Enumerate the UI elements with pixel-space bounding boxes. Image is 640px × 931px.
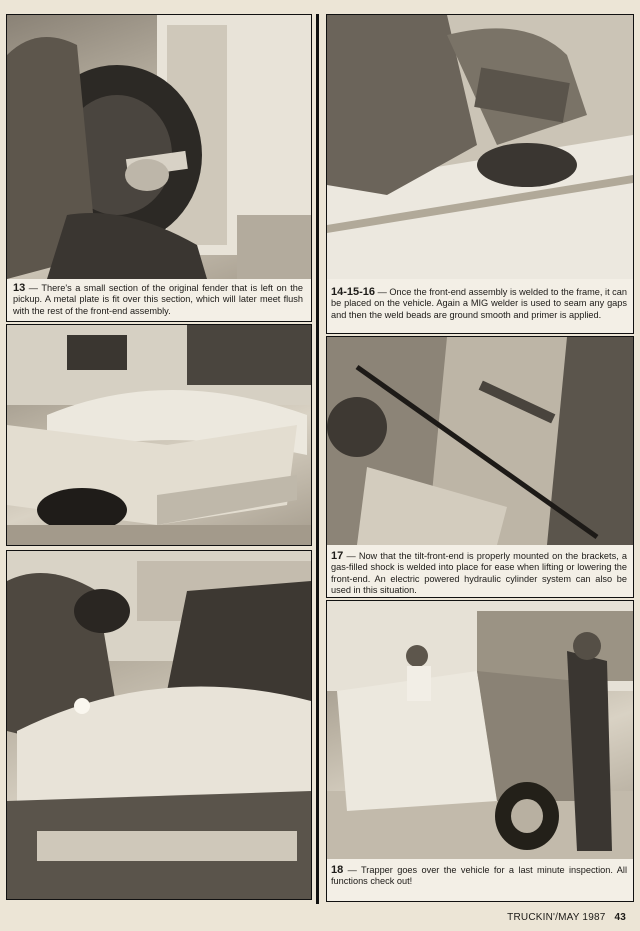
photo-gas-shock (327, 337, 633, 545)
page-number: 43 (614, 912, 626, 923)
photo-13-illustration (7, 15, 311, 279)
photo-13-frame (6, 14, 312, 322)
caption-18 (331, 865, 627, 888)
caption-dash: — (28, 283, 38, 293)
caption-18-number: 18 (331, 864, 344, 876)
photo-13 (7, 15, 311, 279)
photo-left-3-illustration (7, 551, 311, 899)
caption-dash: — (347, 865, 357, 875)
caption-13-text: There's a small section of the original fender that is left on the pickup. A metal plate is fit over this section, which will later meet flush with the rest of the front-end assembly. (13, 283, 304, 316)
photo-14-illustration (327, 15, 633, 279)
photo-front-end-lowered (7, 325, 311, 545)
photo-final-inspection (327, 601, 633, 859)
caption-14-number: 14-15-16 (331, 286, 376, 298)
caption-dash: — (346, 551, 356, 561)
photo-17-frame (326, 336, 634, 598)
caption-18-text: Trapper goes over the vehicle for a last minute inspection. All functions check out! (331, 865, 627, 887)
caption-17-number: 17 (331, 550, 344, 562)
caption-17-text: Now that the tilt-front-end is properly mounted on the brackets, a gas-filled shock is welded into place for ease when lifting or lowering the front-end. An electric powered hydraulic cylinder system can also be used in this situation. (331, 551, 628, 596)
caption-13 (13, 283, 303, 317)
photo-left-2-illustration (7, 325, 311, 545)
photo-14-15-16-frame (326, 14, 634, 334)
photo-17-illustration (327, 337, 633, 545)
caption-17 (331, 551, 627, 597)
photo-left-2-frame (6, 324, 312, 546)
photo-left-3-frame (6, 550, 312, 900)
photo-welding (7, 551, 311, 899)
caption-14-15-16 (331, 287, 627, 321)
caption-dash: — (377, 287, 387, 297)
photo-18-frame (326, 600, 634, 902)
caption-13-number: 13 (13, 282, 26, 294)
column-divider (316, 14, 319, 904)
caption-14-text: Once the front-end assembly is welded to the frame, it can be placed on the vehicle. Again a MIG welder is used to seam any gaps and then the weld beads are ground smooth and primer is applied. (331, 287, 627, 320)
photo-grinding (327, 15, 633, 279)
photo-18-illustration (327, 601, 633, 859)
magazine-issue: TRUCKIN'/MAY 1987 (507, 912, 606, 923)
page-footer (507, 912, 626, 923)
